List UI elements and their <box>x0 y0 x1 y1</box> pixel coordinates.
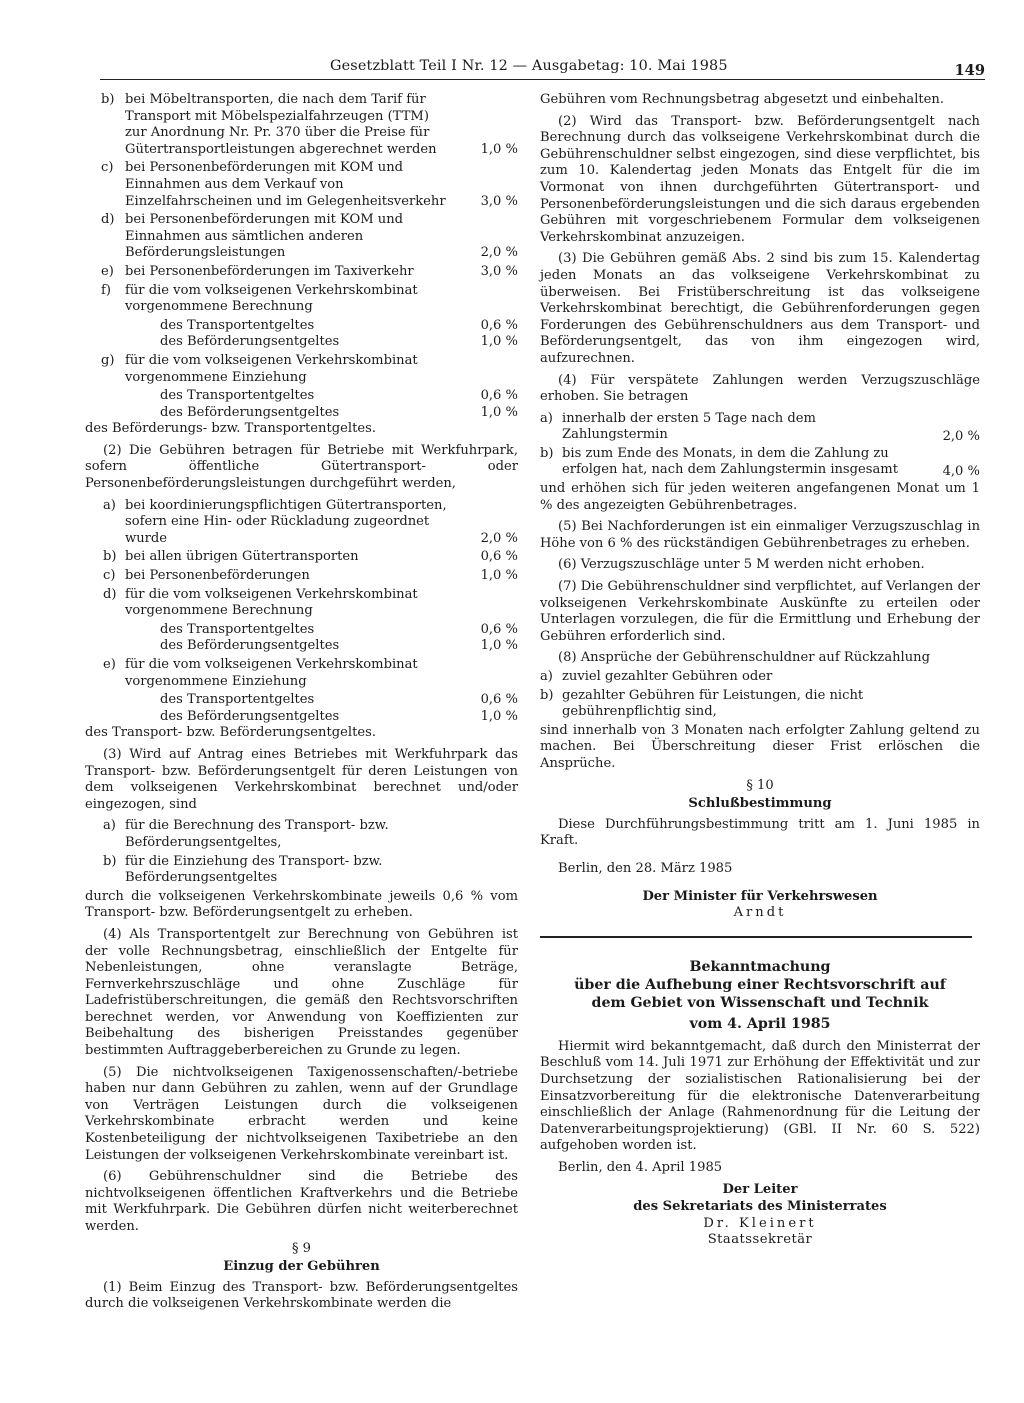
right-column <box>540 92 980 1249</box>
signer-name: Arndt <box>733 905 787 921</box>
item-text: bei koordinierungspflichtigen Gütertransporten, sofern eine Hin- oder Rückladung zugeordnet wurde <box>125 497 447 546</box>
section-number: § 9 <box>291 1240 312 1256</box>
list-item-a <box>540 411 980 444</box>
item-label: f) <box>101 282 111 298</box>
item-label: d) <box>101 212 115 228</box>
list-item-e <box>85 657 518 690</box>
sub-item-text: des Transportentgeltes <box>160 388 315 404</box>
paragraph-3: (3) Die Gebühren gemäß Abs. 2 sind bis zum 15. Kalendertag jeden Monats an das volkseigene Verkehrskombinat zu überweisen. Bei Fristüberschreitung ist das volkseigene Verkehrskombinat berechtigt, die Gebührenforderungen gegen Forderungen des Gebührenschuldners aus dem Transport- und Beförderungsentgelt, das von ihm eingezogen wird, aufzurechnen. <box>540 251 980 366</box>
continued-paragraph: Gebühren vom Rechnungsbetrag abgesetzt und einbehalten. <box>540 92 945 107</box>
announcement-subtitle-line-2: dem Gebiet von Wissenschaft und Technik <box>591 994 929 1011</box>
section-number: § 10 <box>746 777 774 793</box>
announcement-title: Bekanntmachung <box>689 958 831 975</box>
announcement-subtitle-line-1: über die Aufhebung einer Rechtsvorschrift auf <box>574 976 946 993</box>
item-text: bei Personenbeförderungen <box>125 568 310 584</box>
rate-value: 0,6 % <box>480 388 518 404</box>
announcement-text: Hiermit wird bekanntgemacht, daß durch den Ministerrat der Beschluß vom 14. Juli 1971 zur Erhöhung der Effektivität und zur Durchsetzung der sozialistischen Rationalisierung bei der Einsatzvorbereitung für die elektronische Datenverarbeitung einschließlich der Anlage (Rahmenordnung für die Leitung der Datenverarbeitungsprojektierung) (GBl. II Nr. 60 S. 522) aufgehoben worden ist. <box>540 1038 980 1154</box>
list-item-d <box>85 587 518 620</box>
list-item-b <box>85 549 518 566</box>
item-text: für die vom volkseigenen Verkehrskombinat vorgenommene Berechnung <box>125 282 418 315</box>
item-label: b) <box>540 687 554 703</box>
page-number: 149 <box>954 62 985 79</box>
item-text: für die vom volkseigenen Verkehrskombinat vorgenommene Berechnung <box>125 586 418 619</box>
sub-item-text: des Beförderungsentgeltes <box>160 404 340 420</box>
sub-item <box>85 388 518 405</box>
list-item-e <box>85 264 518 281</box>
rate-value: 1,0 % <box>480 708 518 724</box>
section-title: Schlußbestimmung <box>688 796 832 812</box>
rate-value: 2,0 % <box>480 245 518 261</box>
rate-value: 3,0 % <box>480 263 518 279</box>
closing-line: des Transport- bzw. Beförderungsentgeltes. <box>85 725 376 741</box>
announcement-date: vom 4. April 1985 <box>689 1015 831 1032</box>
signer-name: Dr. Kleinert <box>703 1215 817 1231</box>
list-item-b <box>85 854 518 887</box>
paragraph-2: (2) Wird das Transport- bzw. Beförderungsentgelt nach Berechnung durch das volkseigene Verkehrskombinat durch die Gebührenschuldner selbst eingezogen, sind diese verpflichtet, bis zum 10. Kalendertag jeden Monats das Entgelt für die im Vormonat von ihnen durchgeführten Gütertransport- und Personenbeförderungsleistungen und die sich daraus ergebenden Gebühren mit vorgeschriebenem Formular dem volkseigenen Verkehrskombinat anzuzeigen. <box>540 113 980 245</box>
item-label: a) <box>540 669 553 684</box>
item-text: bei Personenbeförderungen mit KOM und Einnahmen aus sämtlichen anderen Beförderungsleistungen <box>125 212 404 261</box>
list-item-c <box>85 568 518 585</box>
rate-value: 4,0 % <box>942 464 980 480</box>
rate-value: 1,0 % <box>480 141 518 157</box>
rate-value: 1,0 % <box>480 404 518 420</box>
signer-role: Staatssekretär <box>707 1232 813 1248</box>
rate-value: 3,0 % <box>480 193 518 209</box>
item-text: für die Berechnung des Transport- bzw. Beförderungsentgeltes, <box>125 818 389 850</box>
sub-item-text: des Transportentgeltes <box>160 692 315 708</box>
paragraph-6: (6) Gebührenschuldner sind die Betriebe des nichtvolkseigenen öffentlichen Kraftverkehrs und die Betriebe mit Werkfuhrpark. Die Gebühren dürfen nicht weiterberechnet werden. <box>85 1169 518 1234</box>
item-text: für die vom volkseigenen Verkehrskombinat vorgenommene Einziehung <box>125 657 418 689</box>
item-text: bis zum Ende des Monats, in dem die Zahlung zu erfolgen hat, nach dem Zahlungstermin insgesamt <box>562 445 898 478</box>
list-item-a <box>540 669 980 686</box>
sub-item <box>85 638 518 655</box>
list-item-b <box>85 92 518 158</box>
paragraph-4: (4) Als Transportentgelt zur Berechnung von Gebühren ist der volle Rechnungsbetrag, einschließlich der Entgelte für Nebenleistungen, ohne veranslagte Beträge, Fernverkehrszuschläge und ohne Zuschläge für Ladefristüberschreitungen, die gemäß den Rechtsvorschriften berechnet werden, vor Anwendung von Koeffizienten zur Beibehaltung des bisherigen Preisstandes gegenüber bestimmten Auftraggeberbereichen zu Grunde zu legen. <box>85 926 518 1059</box>
item-label: e) <box>103 657 116 672</box>
signer-office: des Sekretariats des Ministerrates <box>633 1199 887 1215</box>
list-item-a <box>85 818 518 851</box>
section-divider <box>540 936 972 938</box>
header-rule <box>100 79 985 80</box>
item-label: b) <box>103 853 117 869</box>
left-column <box>85 92 518 1318</box>
closing-line: des Beförderungs- bzw. Transportentgeltes. <box>85 421 376 437</box>
paragraph-7: (7) Die Gebührenschuldner sind verpflichtet, auf Verlangen der volkseigenen Verkehrskombinate Auskünfte zu erteilen oder Unterlagen vorzulegen, die für die Ermittlung und Erhebung der Gebühren erforderlich sind. <box>540 579 980 644</box>
item-label: a) <box>103 497 116 513</box>
rate-value: 0,6 % <box>480 692 518 708</box>
place-date: Berlin, den 4. April 1985 <box>558 1159 723 1175</box>
item-label: g) <box>101 352 115 368</box>
list-item-b <box>540 688 980 721</box>
item-label: d) <box>103 586 117 602</box>
item-label: e) <box>101 263 114 279</box>
paragraph-8: (8) Ansprüche der Gebührenschuldner auf Rückzahlung <box>558 650 930 666</box>
list-item-c <box>85 160 518 210</box>
section-title: Einzug der Gebühren <box>223 1259 380 1275</box>
gazette-header-title: Gesetzblatt Teil I Nr. 12 — Ausgabetag: 10. Mai 1985 <box>330 58 728 74</box>
item-text: für die Einziehung des Transport- bzw. Beförderungsentgeltes <box>125 853 383 886</box>
item-label: c) <box>103 568 116 584</box>
rate-value: 2,0 % <box>942 429 980 445</box>
list-item-a <box>85 498 518 548</box>
item-text: bei Personenbeförderungen mit KOM und Einnahmen aus dem Verkauf von Einzelfahrscheinen und im Gelegenheitsverkehr <box>125 160 446 209</box>
item-label: b) <box>540 445 554 461</box>
paragraph-8-closing: sind innerhalb von 3 Monaten nach erfolgter Zahlung geltend zu machen. Bei Überschreitung dieser Frist erlöschen die Ansprüche. <box>540 722 980 771</box>
paragraph-3: (3) Wird auf Antrag eines Betriebes mit Werkfuhrpark das Transport- bzw. Beförderungsentgelt für deren Leistungen von dem volkseigenen Verkehrskombinat berechnet und/oder eingezogen, sind <box>85 746 518 812</box>
item-label: c) <box>101 160 114 176</box>
item-label: a) <box>103 818 116 834</box>
page-header <box>100 58 985 80</box>
rate-value: 0,6 % <box>480 317 518 333</box>
sub-item <box>85 692 518 709</box>
list-item-d <box>85 212 518 262</box>
sub-item-text: des Transportentgeltes <box>160 621 315 637</box>
sub-item-text: des Beförderungsentgeltes <box>160 708 340 724</box>
list-item-g <box>85 353 518 386</box>
rate-value: 1,0 % <box>480 334 518 350</box>
item-label: b) <box>103 549 117 565</box>
signer-title: Der Leiter <box>722 1182 798 1198</box>
sub-item <box>85 709 518 726</box>
signer-title: Der Minister für Verkehrswesen <box>642 888 878 904</box>
sub-item-text: des Beförderungsentgeltes <box>160 334 340 350</box>
paragraph-4-closing: und erhöhen sich für jeden weiteren angefangenen Monat um 1 % des angezeigten Gebührenbetrages. <box>540 481 980 513</box>
place-date: Berlin, den 28. März 1985 <box>558 860 733 876</box>
sub-item <box>85 405 518 422</box>
section-10-text: Diese Durchführungsbestimmung tritt am 1. Juni 1985 in Kraft. <box>540 816 980 849</box>
item-text: bei allen übrigen Gütertransporten <box>125 549 359 565</box>
item-text: gezahlter Gebühren für Leistungen, die nicht gebührenpflichtig sind, <box>562 687 864 720</box>
sub-item <box>85 334 518 351</box>
list-item-f <box>85 283 518 316</box>
sub-item-text: des Beförderungsentgeltes <box>160 638 340 654</box>
sub-item-text: des Transportentgeltes <box>160 317 315 333</box>
paragraph-4: (4) Für verspätete Zahlungen werden Verzugszuschläge erhoben. Sie betragen <box>540 372 980 405</box>
paragraph-5: (5) Die nichtvolkseigenen Taxigenossenschaften/-betriebe haben nur dann Gebühren zu zahlen, wenn auf der Grundlage von Verträgen Leistungen durch die volkseigenen Verkehrskombinate erbracht werden und keine Kostenbeteiligung der nichtvolkseigenen Taxibetriebe an den Leistungen der volkseigenen Verkehrskombinate vereinbart ist. <box>85 1064 518 1163</box>
item-text: zuviel gezahlter Gebühren oder <box>562 669 773 684</box>
item-text: bei Möbeltransporten, die nach dem Tarif für Transport mit Möbelspezialfahrzeugen (TTM) zur Anordnung Nr. Pr. 370 über die Preise für Gütertransportleistungen abgerechnet werden <box>125 92 437 157</box>
item-label: a) <box>540 410 553 426</box>
list-item-b <box>540 446 980 479</box>
rate-value: 0,6 % <box>480 621 518 637</box>
item-text: innerhalb der ersten 5 Tage nach dem Zahlungstermin <box>562 410 816 443</box>
paragraph-2: (2) Die Gebühren betragen für Betriebe mit Werkfuhrpark, sofern öffentliche Gütertransport- oder Personenbeförderungsleistungen durchgeführt werden, <box>85 442 518 492</box>
paragraph-5: (5) Bei Nachforderungen ist ein einmaliger Verzugszuschlag in Höhe von 6 % des rückständigen Gebührenbetrages zu erheben. <box>540 519 980 551</box>
paragraph-6: (6) Verzugszuschläge unter 5 M werden nicht erhoben. <box>558 557 925 573</box>
rate-value: 1,0 % <box>480 568 518 584</box>
sub-item <box>85 622 518 639</box>
item-label: b) <box>101 92 115 107</box>
item-text: bei Personenbeförderungen im Taxiverkehr <box>125 263 414 279</box>
sub-item <box>85 318 518 335</box>
item-text: für die vom volkseigenen Verkehrskombinat vorgenommene Einziehung <box>125 352 418 385</box>
paragraph-3-closing: durch die volkseigenen Verkehrskombinate jeweils 0,6 % vom Transport- bzw. Beförderungsentgelt zu erheben. <box>85 888 518 921</box>
rate-value: 1,0 % <box>480 638 518 654</box>
rate-value: 0,6 % <box>480 549 518 565</box>
section-9-paragraph-1: (1) Beim Einzug des Transport- bzw. Beförderungsentgeltes durch die volkseigenen Verkehrskombinate werden die <box>85 1279 518 1312</box>
rate-value: 2,0 % <box>480 530 518 546</box>
